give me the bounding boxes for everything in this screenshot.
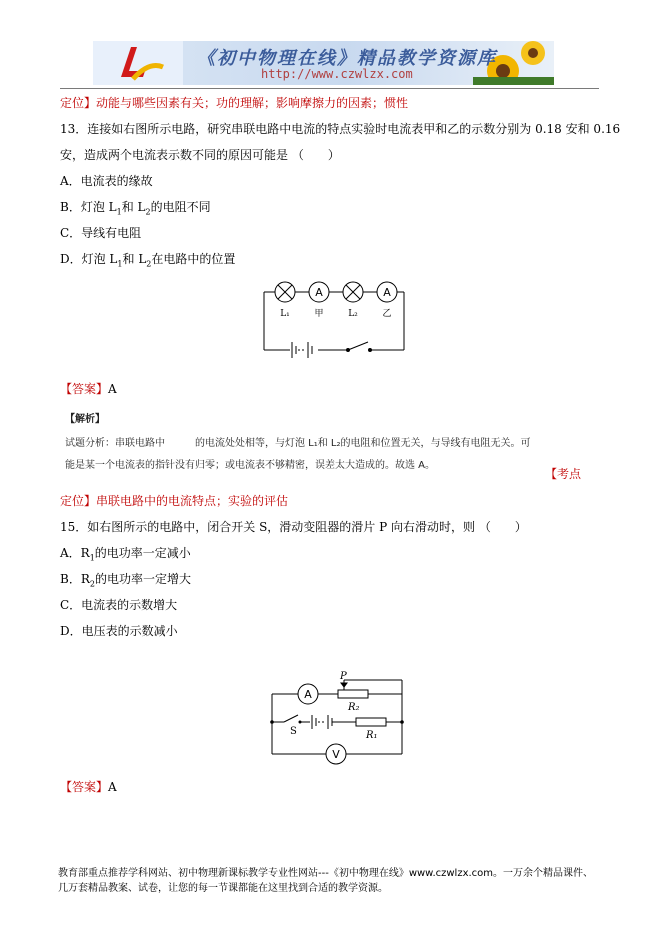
q13-answer: 【答案】A (60, 382, 117, 396)
q15-answer: 【答案】A (60, 780, 117, 794)
slider-arrow-icon (341, 683, 347, 687)
q13-kaodian: 【考点 (545, 467, 582, 481)
ammeter-symbol: A (304, 688, 312, 701)
banner-url[interactable]: http://www.czwlzx.com (261, 67, 413, 81)
q15-stem: 15．如右图所示的电路中，闭合开关 S，滑动变阻器的滑片 P 向右滑动时，则 （ ） (60, 520, 527, 534)
label-l2: L₂ (348, 309, 358, 319)
banner-title: 《初中物理在线》精品教学资源库 (197, 48, 497, 69)
q13-analysis-title: 【解析】 (65, 414, 105, 425)
footer-line2: 几万套精品教案、试卷，让您的每一节课都能在这里找到合适的教学资源。 (58, 883, 388, 894)
ammeter-yi-symbol: A (383, 286, 391, 299)
q13-option-c: C．导线有电阻 (60, 226, 142, 240)
label-jia: 甲 (314, 309, 324, 319)
q13-stem-line1: 13．连接如右图所示电路，研究串联电路中电流的特点实验时电流表甲和乙的示数分别为 0.18 安和 0.16 (60, 122, 621, 136)
q13-analysis-line2: 能是某一个电流表的指针没有归零；或电流表不够精密，误差太大造成的。故选 A。 (65, 460, 436, 471)
header-banner (93, 41, 554, 85)
q15-option-a: A．$R_1$的电功率一定减小 (60, 546, 191, 563)
label-s: S (290, 726, 297, 737)
q14-position: 定位】串联电路中的电流特点；实验的评估 (60, 494, 289, 508)
label-l1: L₁ (280, 309, 290, 319)
label-yi: 乙 (382, 309, 392, 319)
q13-circuit-diagram (258, 278, 408, 358)
label-p: P (340, 671, 347, 682)
q13-option-b: B．灯泡 $L_1$和 $L_2$的电阻不同 (60, 200, 211, 217)
q12-position: 定位】动能与哪些因素有关；功的理解；影响摩擦力的因素；惯性 (60, 96, 409, 110)
lamp-l2-icon (343, 282, 363, 302)
ammeter-jia-symbol: A (315, 286, 323, 299)
q15-option-b: B．$R_2$的电功率一定增大 (60, 572, 191, 589)
q13-analysis-line1: 试题分析：串联电路中 的电流处处相等，与灯泡 L₁和 L₂的电阻和位置无关，与导线有电阻无关。可 (65, 438, 531, 449)
q13-stem-line2: 安，造成两个电流表示数不同的原因可能是 （ ） (60, 148, 340, 162)
voltmeter-symbol: V (332, 748, 340, 761)
lamp-l1-icon (275, 282, 295, 302)
label-r1: R₁ (366, 730, 378, 741)
q15-option-d: D．电压表的示数减小 (60, 624, 178, 638)
footer-line1: 教育部重点推荐学科网站、初中物理新课标教学专业性网站---《初中物理在线》www.czwlzx.com。一万余个精品课件、 (58, 868, 594, 879)
q13-option-d: D．灯泡 $L_1$和 $L_2$在电路中的位置 (60, 252, 236, 269)
q15-option-c: C．电流表的示数增大 (60, 598, 178, 612)
header-rule (60, 88, 599, 89)
q13-option-a: A．电流表的缘故 (60, 174, 153, 188)
q15-circuit-diagram (262, 670, 412, 770)
label-r2: R₂ (348, 702, 360, 713)
